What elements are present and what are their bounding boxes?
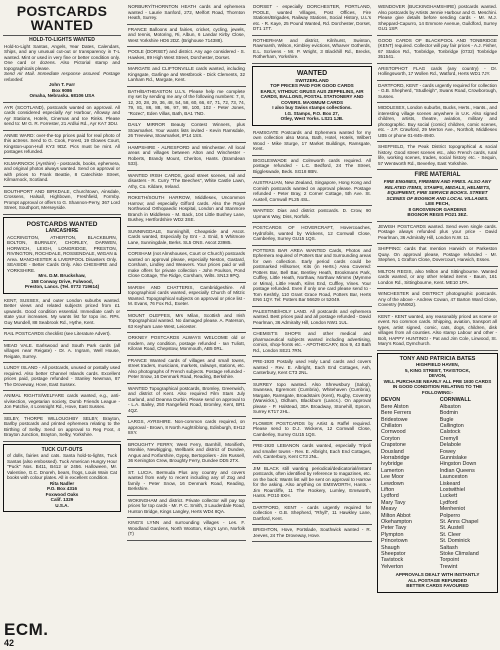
town-item: St. Austell [439, 525, 464, 532]
town-item: Callington [439, 422, 464, 429]
ecm-logo: ECM. [4, 620, 49, 639]
largs-ad: LARGS, AYRSHIRE. Non-common cards required, on approval - Brown, 8 North Aughtriblong, Edinburgh, EH12 8XY. [127, 417, 246, 440]
town-item: Saltash [439, 544, 458, 551]
town-item: Albaston [439, 403, 461, 410]
hold-to-light-body: Hold-to-Light Santas, Angels, Year Dates, Calendars, Ships, and any unusual cut-out or transparency in T-L wanted. Mint or used in very fine or better condition only. One card or dozens. Also Pictorial stamp and topographicals please. [4, 43, 120, 71]
lancashire-heading: POSTCARDS WANTED [26, 220, 98, 228]
bath-ad: BATH/BATHEASTON U.L's. Please help me complete my set by sending me any of the following numbers: 7, 8, 12, 20, 28, 29, 36, 48, 54, 58, 60, 66, 67, 71, 72, 73, 74, 79, 81, 86, 88, 96, 97, 98, 100, 102 - Peter Jones, "Rozec", Eden Villas, Bath, BA1 7ND. [127, 87, 246, 121]
postcards-wanted-banner [3, 2, 121, 36]
bates-town-lists [381, 397, 494, 570]
southport-ad: BOUTHPORT AND BIRKDALE, Churchtown, Ainsdale, Crossens, Halsall, Highbown, Freshfield, Formby. Prompt approval or offers to G. Shannon-Perry, 367 Lord Street, Southport, Merseyside. [3, 187, 121, 215]
march-chatteris-ad: MARSH AND CHATTERIS, Cambridgeshire. All topographical cards wanted, especially Church of Mitzic Wanted. Topographical subjects on approval or price list - M. Evans, 76 Fox Rd., Exeter. [127, 283, 246, 311]
margate-ad: MARGATE and CLIFTONVILLE cards wanted, including Kingsgate, Garlinge and Westbrook - Dick Clements, 32 Lanham Rd., Margate, Kent. [127, 64, 246, 87]
town-item: Launceston [439, 474, 468, 481]
rail-postcards-ad: RAIL POSTCARDS checklist (see Literature Advert). [3, 329, 121, 341]
town-item: Sheepstor [381, 551, 406, 558]
town-item: Calstock [439, 429, 461, 436]
town-item: Lydford [381, 493, 399, 500]
town-item: Lee Moor [381, 474, 404, 481]
town-item: Menheniot [439, 506, 465, 513]
town-item: Coryton [381, 435, 400, 442]
topographical-ad: WANTED Topographical postcards, Bromley, Greenwich, and district of Kent. Also required Film Stars July Garland, and Deanna Durbin. Please send on approval to - L.A. Bailey, 250 Rangefield Road, Bromley, Kent, BR1 4QZ. [127, 384, 246, 418]
wendover-ad: WENDOVER (BUCKINGHAMSHIRE) postcards wanted. Also postcards by Artists Jennie Harbour and G. Meschini. Please give details before sending cards - Mr. M.J. Sheppard-Capurro, 14 Emmore Avenue, Guildford, Surrey GU1 1SP. [377, 2, 498, 36]
corsham-ad: CORSHAM (not Almshouses, Court or Church) postcards wanted on approval please, especially Neston, Gastard, Corsham, Lindley and Weavers. Your prices paid or will make offers for private collection - John Poulson, Pond Close Cottage, The Ridge, Corsham, Wilts. SN13 9PQ. [127, 249, 246, 283]
hold-to-light-heading: HOLD-TO-LIGHTS WANTED [29, 37, 95, 43]
town-item: Chillaton [381, 422, 402, 429]
switzerland-contact: I.G. Stamps, P.O. Box 27, Otley, West Yorks. LS21 1JB. [280, 110, 344, 121]
page-number: 42 [4, 638, 15, 648]
postcards-wanted-heading: POSTCARDS WANTED [16, 3, 108, 33]
hovercraft-ad: POSTCARDS OF HOVERCRAFT, Hovercoaches, Hydrofoils, wanted by Wickens, 12 Cornwall Close, Camberley, Surrey GU15 1QS. [252, 223, 372, 246]
annie-ward-ad: ANNIE WARD: over-the-top prices paid for real photo of this actress. Send to G. Cook, Forest, 19 Glowes Court, Kingston-upon-Hull KY3 9DZ. Pics must be mint. All postages refunded. [3, 131, 121, 159]
column-2 [127, 2, 246, 647]
bates-address: HIGHFIELD HAVEN, 5, KING STREET, TAVISTOCK, DEVON, [404, 362, 471, 379]
town-item: Lewdown [381, 480, 404, 487]
broughty-ferry-ad: BROUGHTY FERRY, West Ferry, Barnhill, Monifieth, Monikie, Newbigging, Wellbank and district of Dundee, Angus and Forfarshire, Gypsy, Bertopoliers - Jim Russell, 36 Kenington Crew, Broughty Ferry, Dundee DD5 2TX. [127, 440, 246, 468]
column-4 [377, 2, 498, 647]
town-item: Milton Abbot [381, 512, 411, 519]
town-item: St. Dominick [439, 538, 471, 545]
switzerland-wanted-heading: WANTED [296, 69, 328, 77]
biggleswade-ad: BIGGLESWADE and Colmworth cards required. All postage refunded - L.C. Bedford, 24 The Street, Biggleswade, Beds. SG18 8BN. [252, 156, 372, 179]
town-item: Fowey [439, 448, 456, 455]
selby-ad: SELBY, THORPE WILLOUGHBY SELBY, Brayton, Barlby postcards and printed ephemera relating to the Birthing of Selby. Send on approval to Reg Foot, 4 Brayton Junction, Brayton, Selby, Yorkshire. [3, 414, 121, 442]
column-1 [3, 2, 121, 620]
sheffield-ad: SHEFFIELD, The Peak District topographical & social history. Good street scenes etc., also French cards, rural life, working scenes, trades, social history etc. - Sequin, 57 Wentworth Rd., Beverley, East Yorkshire. [377, 142, 498, 170]
cornwall-heading: CORNWALL [439, 397, 471, 404]
town-item: Peter Tavy [381, 525, 407, 532]
switzerland-body: SWITZERLAND TOP PRICES PAID FOR GOOD CARDS EARLY, VITHDUC GRUSS AUS ZEPPELINS, AIR CARDS, BALLONS, POSTAL STATIONERY AND COVERS. MAXIMUM CARDS I also buy Swiss stamps collections. [260, 77, 364, 110]
town-item: Lifton [381, 486, 395, 493]
devon-heading: DEVON [381, 397, 401, 404]
town-item: Torpoint [439, 557, 459, 564]
aristophot-ad: ARISTOPHOT FLAG cards (any country) - Dr. Hollingsworth, 17 Wollen Rd., Watford, Herts WD1 7JY. [377, 64, 498, 81]
switzerland-box-ad [252, 66, 372, 126]
lundy-island-ad: LUNDY ISLAND - All postcards, unused or postally used required. Also better Channel Islands cards. Excellent prices paid, postage refunded - Stanley Newman, 87 The Droveway, Hove, East Sussex. [3, 363, 121, 391]
sunningdale-ad: SUNNINGDALE, Sunninghill, Cheapside and Ascot. Cards wanted, Especially by Ent - J. Enid, 5 Whitmore Lane, Sunningdale, Berks. SL5 ONS. Ascot 23985. [127, 227, 246, 250]
town-item: Lostwithiel [439, 486, 465, 493]
france-villages-ad: FRANCE Wanted cards of villages and small towns, street traders, musicians, markets, railways, stations, etc. Also photographs of French subjects. Postage refunded - Peter Snow, 16 Denmark Road, Reading, Berkshire. [127, 356, 246, 384]
town-item: Shaugh [381, 544, 400, 551]
irish-cards-ad: WANTED IRISH CARDS, good street scenes, rail and disasters - R. Curry "The Beeches", White Castle Lawn, Athy, Co. Kildare, Ireland. [127, 171, 246, 194]
town-item: St. Anns Chapel [439, 519, 479, 526]
lancashire-subheading: LANCASHIRE [45, 227, 79, 234]
town-item: Delabole [439, 442, 462, 449]
mount-oleffes-ad: MOUNT OLEFFES, Mrs Milan, Scottish and Irish Topographical wanted. No damaged please. A. Paterson, 63 Keyham Lane West, Leicester. [127, 311, 246, 334]
fire-material-contact: LEE PECH, 8 GROSVENOR GARDENS BOGNOR REGIS PO21 3EZ. [407, 201, 468, 217]
town-item: Bugle [439, 416, 454, 423]
tonbridge-ad: GOOD CARDS OF BLACKPOOL AND TONBRIDGE (KENT) required. Collector will pay fair prices - A.J. Fisher, 67 Station Rd., Tonbridge, Tonbridge (0732) Tonbridge 351541. [377, 36, 498, 64]
dartford-kent-ad: DARTFORD, KENT - cards urgently required for collection - G.B. Shepherd, "Rhyll", 11 Hawkley Lane, Dartford, Kent. [252, 503, 372, 526]
tuck-cutouts-box-ad [3, 444, 121, 513]
town-item: Ivybridge [381, 461, 403, 468]
fire-material-heading: FIRE MATERIAL [414, 172, 461, 178]
jewish-postcards-ad: JEWISH POSTCARDS wanted. Send even single cards. Postage always refunded plus your price - David Pearlman, 36 Admiralty Hill, London N.W. 11. [377, 222, 498, 245]
fire-material-body: FIRE ENGINES, FIREMEN AND FIRES. ALSO ANY RELATED ITEMS, STAMPS, MEDALS, HELMETS, EQUIPMENT, FIRE SERVICE BOOKS. STREET SCENES OF BOGNOR AND LOCAL VILLAGES. [383, 179, 492, 201]
bates-body: WILL PURCHASE NEARLY ALL PRE 1930 CARDS IN GOOD CONDITION RELATING TO THE FOLLOWING:- [383, 378, 492, 395]
cornwall-list [440, 397, 494, 570]
town-item: Yelverton [381, 563, 404, 570]
poole-ad: POOLE (DORSET) and district. Any age considered - S. Hawkes, 89 High West Street, Dorchester, Dorset. [127, 47, 246, 64]
winchester-ad: WINCHESTER and DISTRICT photographic postcards. Any of the above - Andrew Cowan, 47 Barton Ward Close, Coventry (NN062). [377, 289, 498, 312]
town-item: Gunnislake [439, 454, 467, 461]
town-item: Bere Alston [381, 403, 409, 410]
bates-footer: APPROVALS DEALT WITH INSTANTLY ALL POSTAGE REFUNDED BETTER CARDS FAVOURED [395, 572, 480, 589]
brighton-ad: BRIGHTON, Hove, Portslade, Southwick wanted - R. Jeeves, 24 The Droveway, Hove. [252, 525, 372, 542]
town-item: Tavistock [381, 557, 404, 564]
town-item: Luckett [439, 493, 458, 500]
town-item: Horrabridge [381, 454, 410, 461]
middlesex-ad: MIDDLESEX, London suburbs, Bucks, Herts., Hants., and interesting village scenes anywhere in U.K. Also signed children, artists, theatre, aviation, military and photographic. Buy social (comic) children, comic scenes, etc. - J.P. Crawford, 29 Merton Ave., Northolt, Middlesex UB5 or phone 01-845-4940. [377, 103, 498, 142]
town-item: Crapstone [381, 442, 406, 449]
town-item: Liskeard [439, 480, 461, 487]
ramsgate-ad: RAMSGATE Postcards and Ephemera wanted for my own collection also Mona, Bath, Hotel, Hotels, Wilbert Wood - Mike Sturge, 17 Market Buildings, Ramsgate, Kent. [252, 128, 372, 156]
potters-bar-ad: POTTERS BAR AREA WANTED Cards, Photos and Ephemera required of Potters Bar and Surrounding areas for own collection. Early period cards could be postmarked Hillsomer, Kits (in Herts.) Area Covered: Potters Bar, Bell Bar, Bentley Heath, Brookmans Park, Cuffley, Little Heath, Northaw, Northaw Mimms (Mymme or Mima), Little Heath, Kilns End, Cuffley, Vines. Your postage refunded. Even if only one card please send to - Tom Keshtly, 110 Grant Grace Road, Potters Bar, Herts EN6 1QY. Tel: Potters Bar 56629 or 52049. [252, 246, 372, 307]
town-item: Bodmin [439, 410, 459, 417]
tuck-body: of dolls, fairies and cats. Santa hold-to-lights, Tuck Santas (also embossed). Tuck American Hungry Hour "Puck" Nos. B411, B412 or 2456. Halloween, Mr. Valentine, G.C. Dnoreh, bears, frogs, Louis Wain Cat books with colour plates. All in excellent condition. [7, 453, 117, 481]
town-item: Lydford [439, 499, 458, 506]
animal-rights-ad: ANIMAL RIGHTS/WELFARE cards wanted, e.g., anti-vivisection, vegetarian society, Dumb Friends League - Jon Patchie, 4 Lonsnight Rd., Hove, East Sussex. [3, 391, 121, 414]
pre1920-lebanon-ad: PRE-1920 LEBANON cards wanted, especially Tripoli and smaller towns - Rev. E. Albright, Each End Cottages, Ash, Canterbury, Kent CT3 2NL. [252, 441, 372, 464]
kent-sussex-ad: KENT, SUSSEX, and outer London suburbs wanted. Better views and related subjects priced from £1 upwards. Good condition essential. Immediate cash or state your increases. My wants list for topo inc. RPs. Guy Mundell, 88 Seabrook Rd., Hythe, Kent. [3, 296, 121, 330]
bates-box-ad [377, 353, 498, 593]
milton-regis-ad: MILTON REGIS, also Milton and Sittingbourne. Wanted cards wanted, or any other related items - Baum, 161 London Rd., Sittingbourne, Kent. ME10 1PA. [377, 267, 498, 290]
wokingham-ad: WOKINGHAM and district. Private collector will pay top prices for top cards - Mr. P. C. Smith, 3 Lauderdale Road, Hunton Bridge, Kings Langley, Herts WD4 8QA. [127, 496, 246, 519]
st-lucia-ad: ST. LUCIA. Bermuda Plus any country and covers wanted from early to recent including any of Zog and family - Peter Snow, 16 Denmark Road, Reading, Berkshire. [127, 468, 246, 496]
town-item: Meavy [381, 506, 397, 513]
town-item: Bridestowe [381, 416, 408, 423]
shipping-ad: SHIPPING: cards that mention Harwich or Parkeston Quay. On approval please, Postage refunded - Mr. Stephen, 1 Grafton Close, Dovercourt, Harwich, Essex. [377, 244, 498, 267]
town-item: Indian Queens [439, 467, 475, 474]
dorset-ad: DORSET - especially DORCHESTER, PORTLAND, POOLE, wanted Villages, Post Offices, Fire Stations/Brigades, Railway Stations, Social History, U.L's etc. - R. Kaye, 25 Pound Wanted, Rd. Dorchester, Dorset, DT1 1TT. [252, 2, 372, 36]
kent-wanted-ad: KENT - KENT wanted, any reasonably priced as scene or event. No common cards. Shipping, aviation, transport all types, artist signed, comic, cats, dogs, children, disk villages from all counties. Also stamp Labour and other - Bolt, HAPPY HUNTING! - Pat and Jim Cole, Linwood, St. Mary's Road, Dymchurch. [377, 312, 498, 351]
norbury-ad: NORBURY/THORNTON HEATH cards and ephemera wanted - Laurie Sanford, 272, Melfort Road, Thornton Heath, Surrey. [127, 2, 246, 25]
fire-material-ad [377, 170, 498, 222]
hampshire-ad: HAMPSHIRE - ALRESFORD and Winchester. All local areas and villages between Alton and Winchester - Roberts, Brandy Mount, Cheriton, Hants. (Bramdean 533). [127, 143, 246, 171]
town-item: Plympton [381, 531, 404, 538]
town-item: St. Cleer [439, 531, 461, 538]
town-item: Hingston Down [439, 461, 477, 468]
town-item: Trewint [439, 563, 458, 570]
south-harrow-ad: ROKETH/SOUTH HARROW, Middlesex, Uncommon Harrow; and especially Gifford cards. Also the Royal Northwood Orthopaedic Hospital, London and Stanmore Branch in Middlesex - M. Back, 104 Little Bushey Lane, Bushey, Hertfordshire WD2 3SE. [127, 193, 246, 227]
hold-to-light-send: Send Air Mail. Immediate response assured. Postage refunded. [4, 71, 120, 82]
town-item: Bere Ferrers [381, 410, 412, 417]
hold-to-light-contact: John T. Farr Box 9086 Omaha, Nebraska. 68106 USA [29, 82, 95, 99]
town-item: Stoke Climsland [439, 551, 479, 558]
town-item: Mary Tavy [381, 499, 406, 506]
ayr-ad: AYR (SCOTLAND), postcards wanted on approval. All cards considered especially Ayr Harbour, Alloway and Ayr Stations, Hotels, Cinemas and Ice Rinks. Please send to: Mr G. R. Forrester, 21 Ardlui Rd., Ayr KA7 3DU. [3, 103, 121, 131]
surrey-ad: SURREY topo wanted. Also Shrewsbury (Salop), Swansea, Egremont (Cumbria), Whitehaven (Cumbria), Margate, Ramsgate, Broadstairs (Kent), Rugby, Coventry (Warwicks.), Oldham, Blackburn (Lancs.). On approval please - P. Halstead, 30A Broadway, Stonehill, Epsom, Surrey KT17 2HL. [252, 380, 372, 419]
chemists-ad: CHEMIST'S SHOPS and other medical and pharmaceutical subjects wanted including advertising, comics, shop-fronts etc. - APOTHECARY, Box 9, 43 Bath Rd., London SE21 7RN. [252, 329, 372, 357]
daily-mirror-ad: DAILY MIRROR Beauty Contest Winners, plus Stowmarket. Your wants lists invited - Kevin Ramsdale, 26 Treeview, Stowmarket, IP14 1SS. [127, 120, 246, 143]
pre1920-holy-land-ad: PRE-1920 Postally used Holy Land cards and covers wanted - Rev. E. Albright, Each End Cottages, Ash, Canterbury, Kent CT3 2NL. [252, 357, 372, 380]
france-ad: FRANCE Balloons and fairies, cricket, cycling, jewels, and tennis, Motoring, Ri, Albun, 6 Landar Kirby Close, West Yorkshire HD6 2DZ. (Brighouse 714388). [127, 25, 246, 48]
town-item: Polperro [439, 512, 461, 519]
devon-list [381, 397, 435, 570]
bates-heading: TONY AND PATRICIA BATES [399, 355, 476, 362]
town-item: Okehampton [381, 519, 412, 526]
kilmarnock-ad: KILMARNOCK (Ayrshire) - postcards, books, ephemera, and original photos always wanted. Send on approval or with prices to Frank Beattie, 8 Catechiste Street, Kilmarnock, Scotland. [3, 159, 121, 187]
dartford-ad: DARTFORD, KENT - cards urgently required for collection - G.B. Shepherd, "Studleigh", Swans Road, Crowborough, Sussex. [377, 81, 498, 104]
tuck-contact: Rita Nadler P.O. Box 4316 Foxwood Oaks Calif. 1329 U.S.A. [45, 480, 79, 508]
diss-ad: WANTED: Dias and district postcards. D. Crow, 90 Upmans Way, Diss, Norfolk. [252, 206, 372, 223]
jim-black-ad: JIM BLACK still wanting periodical/dedicatorial/instant postcards, often identified by reference to magazines, etc. on the back: Wants list will be sent on approval to Harrow for the asking. Also anything on EMSWORTH, Hants. - Jim Roarcliffe, 11 The Rookery, Lumley, Emsworth, Hants. PO10 8XH. [252, 464, 372, 503]
hold-to-light-ad [3, 36, 121, 103]
rotherham-ad: ROTHERHAM and district, Kilnhurst, Swinton, Rawmarsh, Wilson, Kimbley evictions, Wharver Gotherds, E.L. Scrivens - Mr. P. Wright, 3 Blackhill Rd., Brecks, Rotherham, Yorkshire. [252, 36, 372, 64]
kings-lynn-ad: KING'S LYNN and surrounding villages - Les. F. Woodland Gardens, North Wootton, King's Lynn, Norfolk (T) [127, 518, 246, 541]
australian-ad: AUSTRALIAN, New Zealand, Singapore, Hong Kong and Cornish postcards wanted on approval please. Postage refunded - Peter Bray, 2 Corner Cottage, 5th Ave. St. Austell, Cornwall PL25 4SL. [252, 178, 372, 206]
orkney-ad: ORKNEY POSTCARDS ALWAYS WELCOME old or modern, any condition, postage refunded - Ian Tuliott, Kiloran Road, Chepstow, Monmouth, AB5 0RL. [127, 333, 246, 356]
palestine-ad: PALESTINE/HOLY LAND. All postcards and ephemera wanted. Best prices paid and all postage refunded - David Pearlman, 36 Admiralty Hill, London NW1 1UL. [252, 307, 372, 330]
town-item: Lamerton [381, 467, 404, 474]
town-item: Dousland [381, 448, 404, 455]
town-item: Princetown [381, 538, 408, 545]
column-3 [252, 2, 372, 647]
town-item: Cremyll [439, 435, 459, 442]
tuck-heading: TUCK CUT-OUTS [41, 446, 83, 453]
lancashire-contact: Mrs. D.M. Bruckshaw, 158 Conway Drive, Fulwood, Preston, Lancs. (Tel. 0772 719614) [24, 273, 100, 290]
town-item: Cornwood [381, 429, 406, 436]
lancashire-body: ACCRINGTON, ATHERTON, BLACKBURN, BOLTON, BURNLEY, CHORLEY, DARWEN, HORWICH, LEIGH, LONGRIDGE, PRESTON, RIVINGTON, ROCHDALE, ROSSENDALE, WIGAN & Area. MANCHESTER & LIVERPOOL Disasters Only. SEASIDE - Better Cards Only. Also CHESHIRE and YORKSHIRE. [7, 234, 117, 273]
lancashire-box-ad [3, 217, 121, 294]
flower-postcards-ad: FLOWER POSTCARDS by Artist & Raffel required. Please send to D.J. Wickens, 12 Cornwall Close, Camberley, Surrey GU15 1QS. [252, 419, 372, 442]
mead-vale-ad: MEAD VALE. Earlswood and South Park cards (all villages near Reigate) - Dr. A. Ingram, Well House, Reigate, Surrey. [3, 341, 121, 364]
